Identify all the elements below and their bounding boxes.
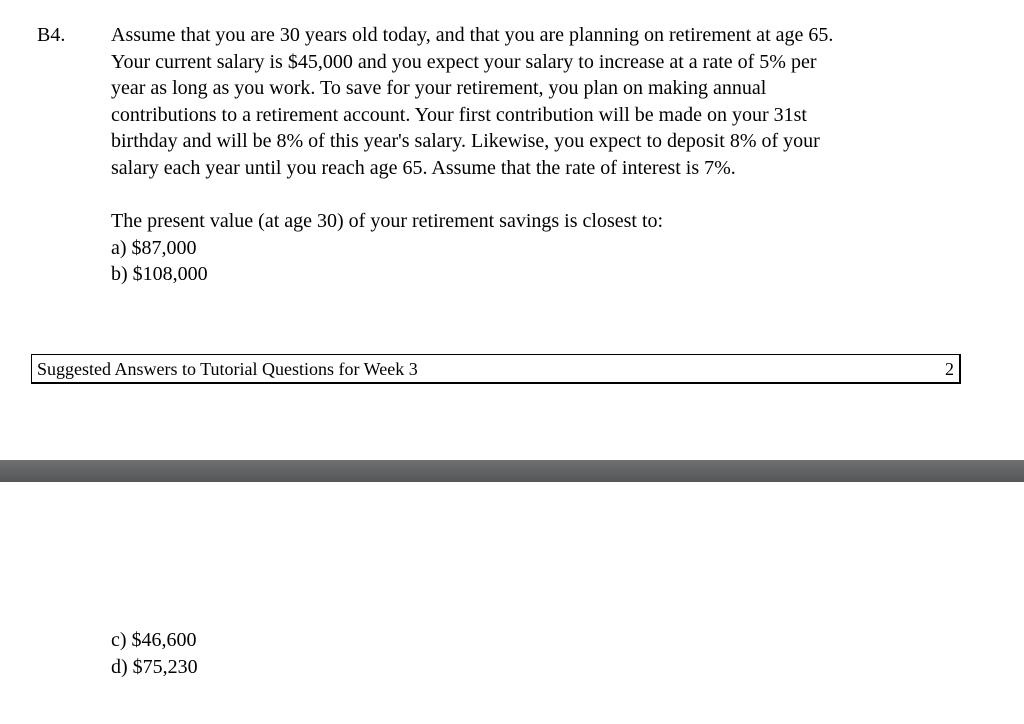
option-b: b) $108,000 [111,263,208,285]
question-line: birthday and will be 8% of this year's salary. Likewise, you expect to deposit 8% of your [111,130,820,152]
page-separator [0,460,1024,482]
question-prompt-block [111,208,663,288]
question-line: year as long as you work. To save for your retirement, you plan on making annual [111,77,767,99]
question-line: Assume that you are 30 years old today, and that you are planning on retirement at age 65. [111,24,834,46]
footer-page-number: 2 [945,359,954,379]
question-prompt: The present value (at age 30) of your retirement savings is closest to: [111,210,664,232]
question-line: salary each year until you reach age 65. Assume that the rate of interest is 7%. [111,156,736,179]
options-continued [111,627,198,680]
footer-title: Suggested Answers to Tutorial Questions for Week 3 [37,359,418,379]
question-body [111,22,961,181]
option-c: c) $46,600 [111,629,197,651]
page-footer [31,354,961,384]
page-bottom [0,482,1024,724]
question-number: B4. [37,24,66,46]
option-d: d) $75,230 [111,655,198,678]
question-line: contributions to a retirement account. Your first contribution will be made on your 31st [111,103,807,126]
question-line: Your current salary is $45,000 and you expect your salary to increase at a rate of 5% per [111,50,817,73]
option-a: a) $87,000 [111,236,197,259]
